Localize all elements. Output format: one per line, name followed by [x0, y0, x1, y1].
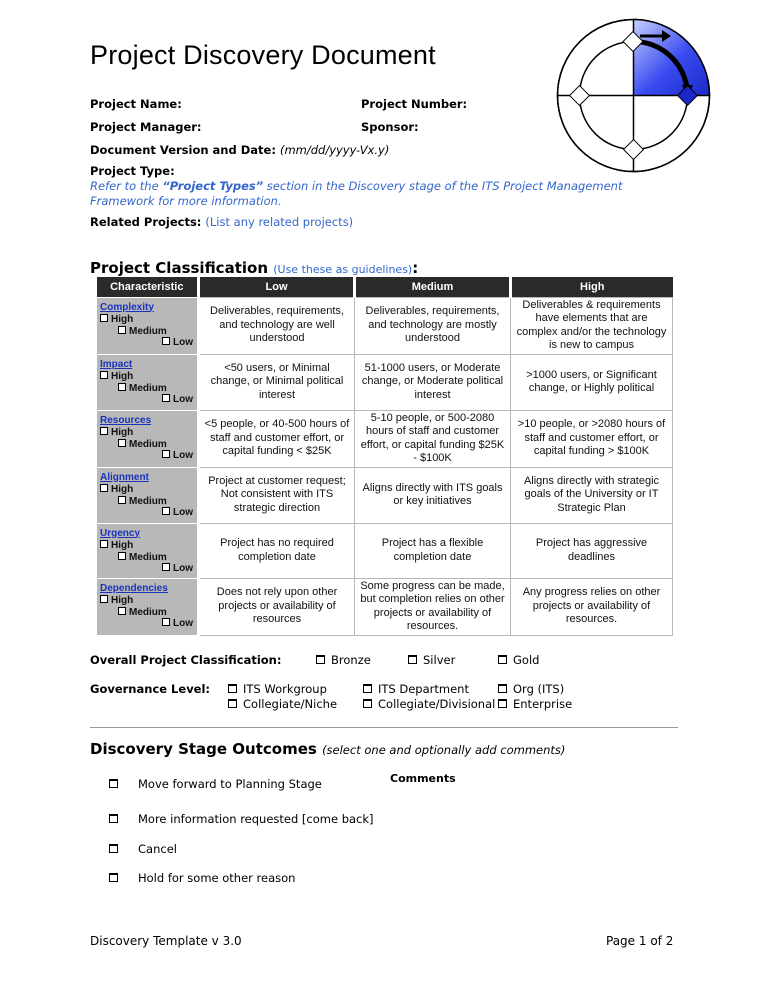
level-option[interactable]	[100, 595, 194, 607]
checkbox[interactable]	[118, 607, 126, 615]
table-header-row	[97, 277, 673, 297]
checkbox[interactable]	[100, 595, 108, 603]
table-row	[97, 354, 673, 410]
table-row	[97, 410, 673, 467]
checkbox[interactable]	[109, 779, 118, 788]
level-option[interactable]	[100, 439, 194, 451]
level-option[interactable]	[100, 484, 194, 496]
level-option[interactable]	[100, 371, 194, 383]
footer-page-number: Page 1 of 2	[606, 934, 674, 948]
level-label: High	[111, 427, 134, 438]
level-label: Medium	[129, 382, 167, 394]
criteria-cell-medium: Some progress can be made, but completion relies on other projects or availability of resources.	[355, 578, 511, 635]
level-option[interactable]	[100, 552, 194, 564]
checkbox[interactable]	[408, 655, 417, 664]
overall-option-bronze-label: Bronze	[331, 653, 371, 667]
characteristic-name: Resources	[100, 414, 152, 426]
level-option[interactable]	[100, 394, 194, 406]
level-label: Low	[173, 394, 193, 405]
footer-template-version: Discovery Template v 3.0	[90, 934, 242, 948]
level-option[interactable]	[100, 607, 194, 619]
table-row	[97, 578, 673, 635]
criteria-cell-low: <50 users, or Minimal change, or Minimal political interest	[199, 354, 355, 410]
level-option[interactable]	[100, 314, 194, 326]
document-version-value: (mm/dd/yyyy-Vx.y)	[279, 143, 390, 157]
outcome-option-cancel[interactable]	[109, 842, 177, 856]
level-label: Low	[173, 450, 193, 461]
checkbox[interactable]	[162, 394, 170, 402]
outcome-option-label: More information requested [come back]	[138, 812, 374, 826]
level-label: Medium	[129, 438, 167, 450]
outcomes-heading	[90, 740, 565, 758]
page-title: Project Discovery Document	[90, 40, 436, 70]
level-option[interactable]	[100, 496, 194, 508]
checkbox[interactable]	[162, 450, 170, 458]
criteria-cell-low: <5 people, or 40-500 hours of staff and customer effort, or capital funding < $25K	[199, 410, 355, 467]
criteria-cell-high: Aligns directly with strategic goals of the University or IT Strategic Plan	[511, 467, 673, 523]
level-label: Low	[173, 563, 193, 574]
classification-heading-text: Project Classification	[90, 259, 268, 277]
characteristic-name: Impact	[100, 358, 133, 370]
governance-option-collegiate-divisional[interactable]	[363, 697, 495, 711]
criteria-cell-high: Deliverables & requirements have elements that are complex and/or the technology is new to campus	[511, 297, 673, 354]
criteria-cell-medium: Aligns directly with ITS goals or key initiatives	[355, 467, 511, 523]
checkbox[interactable]	[100, 484, 108, 492]
project-types-link: “Project Types”	[162, 179, 264, 193]
outcome-option-hold[interactable]	[109, 871, 295, 885]
project-type-note-post: section in the Discovery stage of the ITS Project Management Framework for more information.	[90, 179, 623, 208]
level-option[interactable]	[100, 507, 194, 519]
governance-option-label: Org (ITS)	[513, 682, 565, 696]
level-option[interactable]	[100, 337, 194, 349]
level-option[interactable]	[100, 326, 194, 338]
characteristic-cell	[97, 354, 199, 410]
level-option[interactable]	[100, 427, 194, 439]
characteristic-name: Dependencies	[100, 582, 168, 594]
column-header-characteristic: Characteristic	[97, 277, 199, 297]
outcome-option-label: Hold for some other reason	[138, 871, 296, 885]
characteristic-cell	[97, 467, 199, 523]
level-label: Medium	[129, 495, 167, 507]
governance-option-label: Collegiate/Niche	[243, 697, 338, 711]
level-label: Low	[173, 618, 193, 629]
overall-option-gold-label: Gold	[513, 653, 540, 667]
level-option[interactable]	[100, 540, 194, 552]
related-projects-value: (List any related projects)	[205, 215, 354, 229]
level-label: Medium	[129, 606, 167, 618]
document-version-field	[90, 143, 389, 157]
outcomes-subheading: (select one and optionally add comments)	[322, 743, 566, 757]
governance-option-collegiate-niche[interactable]	[228, 697, 337, 711]
checkbox[interactable]	[100, 540, 108, 548]
characteristic-name: Alignment	[100, 471, 149, 483]
checkbox[interactable]	[109, 873, 118, 882]
level-option[interactable]	[100, 383, 194, 395]
overall-classification-label: Overall Project Classification:	[90, 653, 282, 667]
outcome-option-label: Cancel	[138, 842, 177, 856]
checkbox[interactable]	[162, 618, 170, 626]
governance-option-org-its[interactable]	[498, 682, 564, 696]
classification-guideline: (Use these as guidelines)	[273, 263, 413, 276]
characteristic-name: Urgency	[100, 527, 141, 539]
level-label: Medium	[129, 551, 167, 563]
outcome-option-move-forward[interactable]	[109, 777, 322, 791]
governance-option-its-workgroup[interactable]	[228, 682, 327, 696]
overall-option-silver-label: Silver	[423, 653, 456, 667]
checkbox[interactable]	[363, 699, 372, 708]
governance-option-its-department[interactable]	[363, 682, 469, 696]
table-row	[97, 523, 673, 578]
project-type-note-pre: Refer to the	[90, 179, 163, 193]
outcome-option-more-info[interactable]	[109, 812, 374, 826]
criteria-cell-low: Does not rely upon other projects or availability of resources	[199, 578, 355, 635]
criteria-cell-high: >1000 users, or Significant change, or Highly political	[511, 354, 673, 410]
governance-option-label: ITS Workgroup	[243, 682, 327, 696]
checkbox[interactable]	[162, 337, 170, 345]
related-projects-label: Related Projects:	[90, 215, 202, 229]
overall-option-gold[interactable]	[498, 653, 539, 667]
characteristic-cell	[97, 410, 199, 467]
project-manager-label: Project Manager:	[90, 120, 202, 134]
characteristic-name: Complexity	[100, 301, 154, 313]
governance-option-label: Enterprise	[513, 697, 573, 711]
table-row	[97, 467, 673, 523]
column-header-medium: Medium	[355, 277, 511, 297]
comments-label: Comments	[390, 772, 456, 785]
level-label: Medium	[129, 325, 167, 337]
criteria-cell-high: >10 people, or >2080 hours of staff and customer effort, or capital funding > $100K	[511, 410, 673, 467]
level-option[interactable]	[100, 450, 194, 462]
checkbox[interactable]	[498, 684, 507, 693]
column-header-low: Low	[199, 277, 355, 297]
checkbox[interactable]	[228, 684, 237, 693]
criteria-cell-high: Any progress relies on other projects or availability of resources.	[511, 578, 673, 635]
governance-option-enterprise[interactable]	[498, 697, 572, 711]
criteria-cell-high: Project has aggressive deadlines	[511, 523, 673, 578]
level-label: Low	[173, 337, 193, 348]
checkbox[interactable]	[162, 563, 170, 571]
checkbox[interactable]	[118, 439, 126, 447]
outcome-option-label: Move forward to Planning Stage	[138, 777, 322, 791]
checkbox[interactable]	[100, 427, 108, 435]
section-divider	[90, 727, 678, 728]
criteria-cell-low: Project has no required completion date	[199, 523, 355, 578]
governance-option-label: Collegiate/Divisional	[378, 697, 496, 711]
classification-table	[96, 277, 673, 636]
level-label: High	[111, 540, 134, 551]
checkbox[interactable]	[316, 655, 325, 664]
project-name-label: Project Name:	[90, 97, 182, 111]
table-row	[97, 297, 673, 354]
outcomes-heading-text: Discovery Stage Outcomes	[90, 740, 317, 758]
criteria-cell-low: Deliverables, requirements, and technology are well understood	[199, 297, 355, 354]
checkbox[interactable]	[118, 383, 126, 391]
overall-option-silver[interactable]	[408, 653, 455, 667]
sponsor-label: Sponsor:	[361, 120, 419, 134]
checkbox[interactable]	[100, 314, 108, 322]
project-number-label: Project Number:	[361, 97, 468, 111]
level-option[interactable]	[100, 563, 194, 575]
checkbox[interactable]	[100, 371, 108, 379]
checkbox[interactable]	[118, 496, 126, 504]
checkbox[interactable]	[498, 655, 507, 664]
criteria-cell-medium: Deliverables, requirements, and technology are mostly understood	[355, 297, 511, 354]
criteria-cell-low: Project at customer request; Not consistent with ITS strategic direction	[199, 467, 355, 523]
checkbox[interactable]	[118, 552, 126, 560]
governance-option-label: ITS Department	[378, 682, 469, 696]
project-type-note	[90, 179, 690, 209]
level-label: High	[111, 484, 134, 495]
checkbox[interactable]	[363, 684, 372, 693]
overall-option-bronze[interactable]	[316, 653, 371, 667]
project-type-label: Project Type:	[90, 164, 175, 178]
checkbox[interactable]	[118, 326, 126, 334]
level-option[interactable]	[100, 618, 194, 630]
compass-logo	[556, 18, 711, 173]
criteria-cell-medium: 51-1000 users, or Moderate change, or Moderate political interest	[355, 354, 511, 410]
classification-colon: :	[412, 259, 419, 277]
characteristic-cell	[97, 578, 199, 635]
governance-level-label: Governance Level:	[90, 682, 211, 696]
level-label: High	[111, 371, 134, 382]
level-label: Low	[173, 507, 193, 518]
classification-heading	[90, 259, 418, 277]
related-projects-field	[90, 215, 353, 229]
checkbox[interactable]	[109, 844, 118, 853]
level-label: High	[111, 595, 134, 606]
characteristic-cell	[97, 523, 199, 578]
criteria-cell-medium: 5-10 people, or 500-2080 hours of staff and customer effort, or capital funding $25K - $100K	[355, 410, 511, 467]
checkbox[interactable]	[162, 507, 170, 515]
level-label: High	[111, 314, 134, 325]
document-version-label: Document Version and Date:	[90, 143, 276, 157]
criteria-cell-medium: Project has a flexible completion date	[355, 523, 511, 578]
characteristic-cell	[97, 297, 199, 354]
checkbox[interactable]	[109, 814, 118, 823]
checkbox[interactable]	[228, 699, 237, 708]
checkbox[interactable]	[498, 699, 507, 708]
column-header-high: High	[511, 277, 673, 297]
